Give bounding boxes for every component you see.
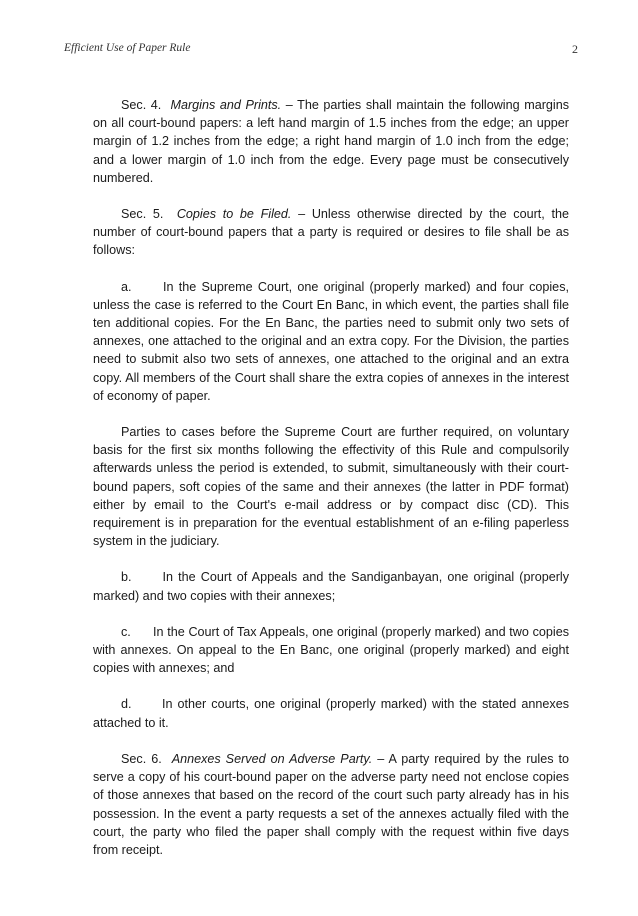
item-a-text: In the Supreme Court, one original (properly marked) and four copies, unless the case is referred to the Court En Banc, in which event, the parties shall file ten additional copies. For the En Banc, the parties need to submit only two sets of annexes, one attached to the original and an extra copy. For the Division, the parties need to submit also two sets of annexes, one attached to the original and an extra copy. All members of the Court shall share the extra copies of annexes in the interest of economy of paper. xyxy=(93,279,569,403)
document-body xyxy=(93,96,569,877)
item-c-text: In the Court of Tax Appeals, one original (properly marked) and two copies with annexes. On appeal to the En Banc, one original (properly marked) and eight copies with annexes; and xyxy=(93,624,569,676)
item-d xyxy=(93,695,569,731)
item-c xyxy=(93,623,569,678)
section-5-title: Copies to be Filed. xyxy=(176,207,292,222)
section-5-text: – Unless otherwise directed by the court, the number of court-bound papers that a party is required or desires to file shall be as follows: xyxy=(93,207,570,258)
section-5 xyxy=(93,205,569,260)
section-4-title: Margins and Prints. xyxy=(170,98,282,112)
running-title: Efficient Use of Paper Rule xyxy=(64,42,191,54)
section-6 xyxy=(93,750,569,859)
section-4-number: Sec. 4. xyxy=(121,98,162,112)
item-a-label: a. xyxy=(121,279,132,294)
section-4 xyxy=(93,96,569,187)
section-4-text: – The parties shall maintain the following margins on all court-bound papers: a left hand margin of 1.5 inches from the edge; an upper margin of 1.2 inches from the edge; a right hand margin of 1.0 inch from the edge; and a lower margin of 1.0 inch from the edge. Every page must be consecutively numbered. xyxy=(93,98,569,185)
item-d-text: In other courts, one original (properly marked) with the stated annexes attached to it. xyxy=(93,697,569,730)
item-b xyxy=(93,568,569,604)
section-5-number: Sec. 5. xyxy=(121,207,164,222)
item-c-label: c. xyxy=(121,624,131,639)
section-6-text: – A party required by the rules to serve a copy of his court-bound paper on the adverse party need not enclose copies of those annexes that based on the record of the court such party already has in his possession. In the event a party requests a set of the annexes actually filed with the court, the party who filed the paper shall comply with the request within five days from receipt. xyxy=(93,751,570,857)
page-header xyxy=(64,42,578,62)
supreme-court-note: Parties to cases before the Supreme Court are further required, on voluntary basis for the first six months following the effectivity of this Rule and compulsorily afterwards unless the period is extended, to submit, simultaneously with their court-bound papers, soft copies of the same and their annexes (the latter in PDF format) either by email to the Court's e-mail address or by compact disc (CD). This requirement is in preparation for the eventual establishment of an e-filing paperless system in the judiciary. xyxy=(93,425,569,549)
item-b-text: In the Court of Appeals and the Sandiganbayan, one original (properly marked) and two copies with their annexes; xyxy=(93,570,569,603)
item-b-label: b. xyxy=(121,570,132,585)
page-number: 2 xyxy=(572,42,578,56)
section-6-title: Annexes Served on Adverse Party. xyxy=(171,751,373,766)
section-6-number: Sec. 6. xyxy=(121,751,162,766)
item-d-label: d. xyxy=(121,697,132,712)
item-a xyxy=(93,278,569,405)
